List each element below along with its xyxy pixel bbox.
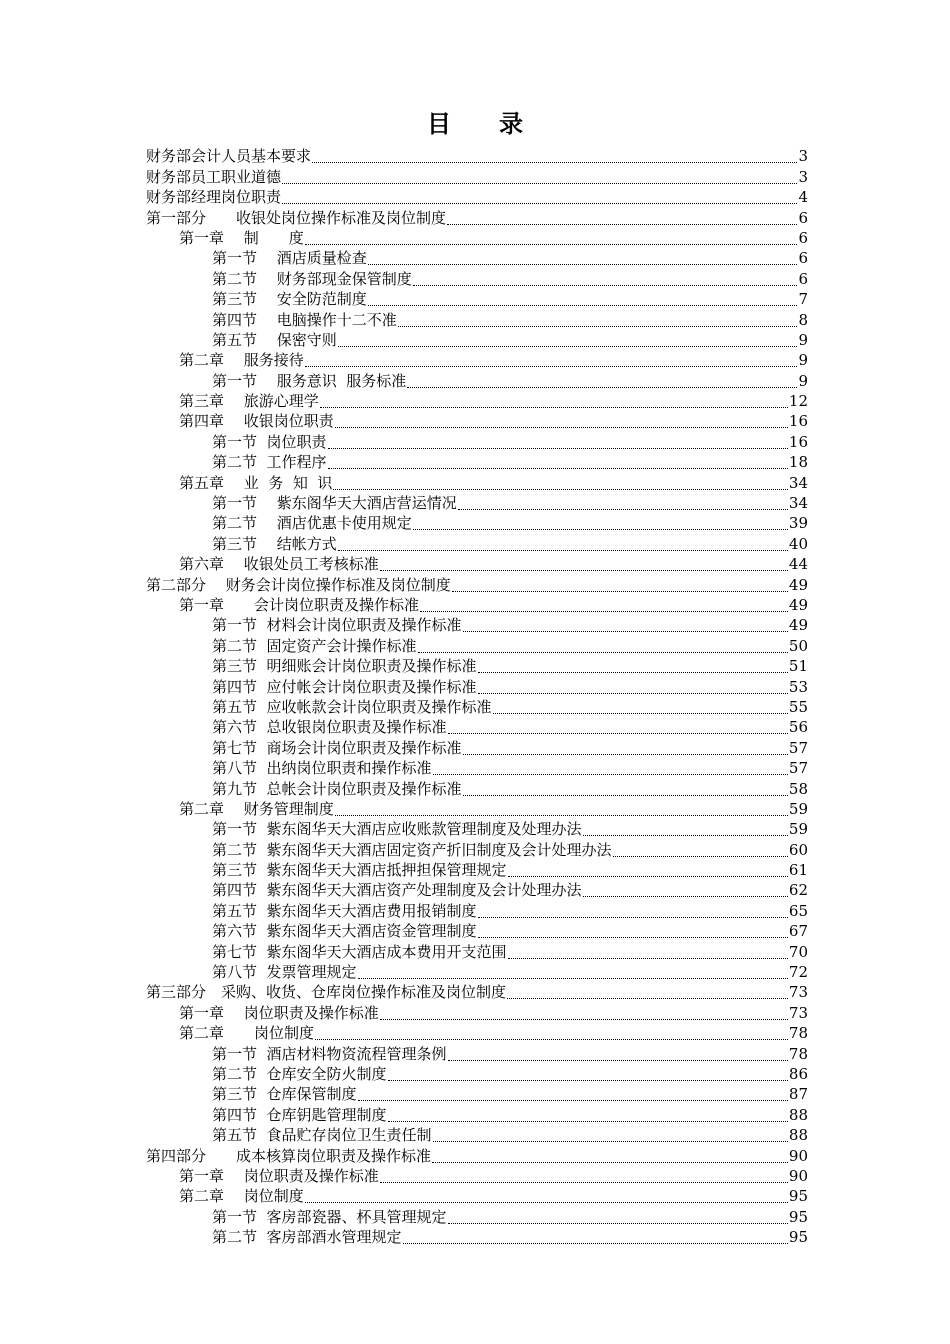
toc-entry-page-number: 78 <box>788 1044 808 1063</box>
dot-leader <box>508 942 788 959</box>
dot-leader <box>358 1084 788 1101</box>
dot-leader <box>418 636 788 653</box>
dot-leader <box>478 656 788 673</box>
toc-entry[interactable] <box>146 1145 808 1165</box>
dot-leader <box>463 615 788 632</box>
toc-entry[interactable] <box>146 737 808 757</box>
toc-entry-page-number: 8 <box>798 310 808 329</box>
toc-entry-page-number: 61 <box>788 861 808 880</box>
toc-entry-label: 第二章 财务管理制度 <box>179 799 334 818</box>
toc-entry[interactable] <box>146 391 808 411</box>
dot-leader <box>508 860 788 877</box>
dot-leader <box>493 697 788 714</box>
toc-entry-label: 第一节 服务意识 服务标准 <box>212 371 407 390</box>
toc-entry-page-number: 67 <box>788 922 808 941</box>
toc-entry-label: 第三章 旅游心理学 <box>179 392 319 411</box>
dot-leader <box>358 962 788 979</box>
toc-entry[interactable] <box>146 493 808 513</box>
dot-leader <box>478 921 788 938</box>
toc-entry-label: 第三节 明细账会计岗位职责及操作标准 <box>212 657 477 676</box>
toc-entry-page-number: 49 <box>788 595 808 614</box>
toc-entry-label: 财务部员工职业道德 <box>146 167 282 186</box>
toc-entry-page-number: 9 <box>798 330 808 349</box>
toc-entry-page-number: 4 <box>798 188 808 207</box>
dot-leader <box>335 411 788 428</box>
dot-leader <box>583 880 788 897</box>
toc-entry-page-number: 6 <box>798 249 808 268</box>
toc-entry[interactable] <box>146 452 808 472</box>
toc-entry[interactable] <box>146 513 808 533</box>
toc-entry[interactable] <box>146 472 808 492</box>
toc-entry-page-number: 34 <box>788 494 808 513</box>
toc-entry-page-number: 44 <box>788 555 808 574</box>
toc-entry[interactable] <box>146 207 808 227</box>
toc-entry-label: 第四章 收银岗位职责 <box>179 412 334 431</box>
dot-leader <box>368 248 798 265</box>
toc-entry[interactable] <box>146 228 808 248</box>
toc-entry-page-number: 56 <box>788 718 808 737</box>
toc-entry[interactable] <box>146 1186 808 1206</box>
toc-entry-page-number: 18 <box>788 453 808 472</box>
toc-entry-label: 第三节 结帐方式 <box>212 534 337 553</box>
toc-entry[interactable] <box>146 676 808 696</box>
table-of-contents <box>146 146 808 1247</box>
dot-leader <box>478 677 788 694</box>
toc-entry-page-number: 73 <box>788 983 808 1002</box>
toc-entry-page-number: 90 <box>788 1166 808 1185</box>
toc-entry[interactable] <box>146 1104 808 1124</box>
toc-entry-label: 第一章 制 度 <box>179 228 304 247</box>
dot-leader <box>458 493 788 510</box>
page-title: 目 录 <box>427 109 523 138</box>
dot-leader <box>338 330 798 347</box>
toc-entry[interactable] <box>146 431 808 451</box>
toc-entry-page-number: 62 <box>788 881 808 900</box>
dot-leader <box>338 534 788 551</box>
toc-entry-page-number: 72 <box>788 963 808 982</box>
toc-entry-label: 第一章 会计岗位职责及操作标准 <box>179 595 420 614</box>
dot-leader <box>282 167 797 184</box>
toc-entry-page-number: 65 <box>788 901 808 920</box>
toc-entry-label: 第五节 保密守则 <box>212 330 337 349</box>
toc-entry[interactable] <box>146 309 808 329</box>
toc-entry-label: 第五节 紫东阁华天大酒店费用报销制度 <box>212 901 477 920</box>
toc-entry-label: 第三节 安全防范制度 <box>212 290 367 309</box>
toc-entry-label: 第四节 应付帐会计岗位职责及操作标准 <box>212 677 477 696</box>
toc-entry-page-number: 55 <box>788 697 808 716</box>
toc-entry-page-number: 40 <box>788 534 808 553</box>
dot-leader <box>368 289 798 306</box>
toc-entry-page-number: 3 <box>798 147 808 166</box>
toc-entry-label: 第八节 出纳岗位职责和操作标准 <box>212 759 432 778</box>
dot-leader <box>583 819 788 836</box>
toc-entry-label: 第二节 酒店优惠卡使用规定 <box>212 514 412 533</box>
toc-entry-page-number: 34 <box>788 473 808 492</box>
toc-entry[interactable] <box>146 350 808 370</box>
dot-leader <box>463 738 788 755</box>
toc-entry-page-number: 59 <box>788 799 808 818</box>
toc-entry[interactable] <box>146 880 808 900</box>
toc-entry[interactable] <box>146 370 808 390</box>
dot-leader <box>413 269 798 286</box>
dot-leader <box>448 717 788 734</box>
toc-entry-label: 第二部分 财务会计岗位操作标准及岗位制度 <box>146 575 451 594</box>
toc-entry-label: 第六章 收银处员工考核标准 <box>179 555 379 574</box>
toc-entry[interactable] <box>146 839 808 859</box>
toc-entry-label: 第九节 总帐会计岗位职责及操作标准 <box>212 779 462 798</box>
toc-entry[interactable] <box>146 921 808 941</box>
dot-leader <box>433 1125 788 1142</box>
toc-entry[interactable] <box>146 1166 808 1186</box>
toc-entry[interactable] <box>146 1064 808 1084</box>
toc-entry[interactable] <box>146 778 808 798</box>
dot-leader <box>388 1064 788 1081</box>
dot-leader <box>433 758 788 775</box>
toc-entry-page-number: 88 <box>788 1126 808 1145</box>
toc-entry-label: 第一节 酒店质量检查 <box>212 249 367 268</box>
toc-entry-label: 第一节 紫东阁华天大酒店应收账款管理制度及处理办法 <box>212 820 582 839</box>
toc-entry[interactable] <box>146 1002 808 1022</box>
toc-entry-page-number: 39 <box>788 514 808 533</box>
toc-entry[interactable] <box>146 533 808 553</box>
toc-entry[interactable] <box>146 1125 808 1145</box>
toc-entry-label: 第二节 客房部酒水管理规定 <box>212 1228 402 1247</box>
toc-entry-page-number: 6 <box>798 228 808 247</box>
toc-entry-label: 第一部分 收银处岗位操作标准及岗位制度 <box>146 208 447 227</box>
toc-entry[interactable] <box>146 330 808 350</box>
toc-entry[interactable] <box>146 166 808 186</box>
toc-entry-page-number: 95 <box>788 1228 808 1247</box>
dot-leader <box>328 452 788 469</box>
dot-leader <box>432 1146 788 1163</box>
dot-leader <box>452 575 788 592</box>
toc-entry-label: 第二节 仓库安全防火制度 <box>212 1064 387 1083</box>
toc-entry-label: 第二节 固定资产会计操作标准 <box>212 636 417 655</box>
toc-entry[interactable] <box>146 962 808 982</box>
toc-entry-label: 第五章 业 务 知 识 <box>179 473 333 492</box>
toc-entry-label: 第二节 紫东阁华天大酒店固定资产折旧制度及会计处理办法 <box>212 840 612 859</box>
dot-leader <box>507 982 788 999</box>
dot-leader <box>333 473 788 490</box>
toc-entry[interactable] <box>146 860 808 880</box>
toc-entry[interactable] <box>146 554 808 574</box>
dot-leader <box>380 554 788 571</box>
toc-entry-page-number: 6 <box>798 269 808 288</box>
toc-entry-label: 第三部分 采购、收货、仓库岗位操作标准及岗位制度 <box>146 983 507 1002</box>
dot-leader <box>312 146 797 163</box>
toc-entry-page-number: 57 <box>788 759 808 778</box>
toc-entry-page-number: 16 <box>788 432 808 451</box>
dot-leader <box>448 1207 788 1224</box>
toc-entry-page-number: 90 <box>788 1146 808 1165</box>
toc-entry-label: 第二节 工作程序 <box>212 453 327 472</box>
toc-entry-page-number: 50 <box>788 636 808 655</box>
toc-entry-page-number: 49 <box>788 575 808 594</box>
toc-entry[interactable] <box>146 900 808 920</box>
toc-entry-label: 第八节 发票管理规定 <box>212 963 357 982</box>
toc-entry[interactable] <box>146 615 808 635</box>
dot-leader <box>398 310 798 327</box>
dot-leader <box>335 799 788 816</box>
toc-entry[interactable] <box>146 656 808 676</box>
dot-leader <box>320 391 788 408</box>
toc-entry[interactable] <box>146 1227 808 1247</box>
toc-entry-page-number: 88 <box>788 1105 808 1124</box>
toc-entry[interactable] <box>146 635 808 655</box>
dot-leader <box>305 228 798 245</box>
toc-entry-label: 第二节 财务部现金保管制度 <box>212 269 412 288</box>
toc-entry[interactable] <box>146 595 808 615</box>
toc-entry-page-number: 7 <box>798 290 808 309</box>
dot-leader <box>403 1227 788 1244</box>
toc-entry[interactable] <box>146 289 808 309</box>
toc-entry[interactable] <box>146 411 808 431</box>
toc-entry[interactable] <box>146 1084 808 1104</box>
toc-entry-label: 第一节 酒店材料物资流程管理条例 <box>212 1044 447 1063</box>
toc-entry-label: 第三节 仓库保管制度 <box>212 1085 357 1104</box>
toc-entry-label: 财务部会计人员基本要求 <box>146 147 312 166</box>
toc-entry-label: 第七节 商场会计岗位职责及操作标准 <box>212 738 462 757</box>
dot-leader <box>463 779 788 796</box>
toc-entry-label: 第一节 紫东阁华天大酒店营运情况 <box>212 494 457 513</box>
toc-entry-label: 第四节 电脑操作十二不准 <box>212 310 397 329</box>
toc-entry-page-number: 73 <box>788 1003 808 1022</box>
dot-leader <box>305 1186 788 1203</box>
toc-entry-label: 第一章 岗位职责及操作标准 <box>179 1166 379 1185</box>
dot-leader <box>282 187 797 204</box>
toc-entry-label: 第一节 客房部瓷器、杯具管理规定 <box>212 1207 447 1226</box>
toc-entry-page-number: 58 <box>788 779 808 798</box>
dot-leader <box>420 595 788 612</box>
toc-entry-page-number: 49 <box>788 616 808 635</box>
toc-entry[interactable] <box>146 1206 808 1226</box>
toc-entry-label: 第七节 紫东阁华天大酒店成本费用开支范围 <box>212 942 507 961</box>
toc-entry[interactable] <box>146 248 808 268</box>
toc-entry-page-number: 51 <box>788 657 808 676</box>
toc-entry[interactable] <box>146 941 808 961</box>
toc-entry-label: 第二章 岗位制度 <box>179 1024 315 1043</box>
toc-entry-page-number: 9 <box>798 351 808 370</box>
toc-entry[interactable] <box>146 758 808 778</box>
toc-entry-label: 第二章 岗位制度 <box>179 1187 304 1206</box>
toc-entry-page-number: 86 <box>788 1064 808 1083</box>
toc-entry-page-number: 53 <box>788 677 808 696</box>
toc-entry-page-number: 87 <box>788 1085 808 1104</box>
toc-entry-label: 第三节 紫东阁华天大酒店抵押担保管理规定 <box>212 861 507 880</box>
dot-leader <box>413 513 788 530</box>
toc-entry-label: 第六节 紫东阁华天大酒店资金管理制度 <box>212 922 477 941</box>
toc-entry[interactable] <box>146 146 808 166</box>
dot-leader <box>380 1166 788 1183</box>
toc-entry[interactable] <box>146 187 808 207</box>
toc-entry-label: 第五节 食品贮存岗位卫生责任制 <box>212 1126 432 1145</box>
toc-entry-page-number: 70 <box>788 942 808 961</box>
toc-entry[interactable] <box>146 799 808 819</box>
toc-entry-label: 第四节 紫东阁华天大酒店资产处理制度及会计处理办法 <box>212 881 582 900</box>
dot-leader <box>613 840 788 857</box>
toc-entry-page-number: 57 <box>788 738 808 757</box>
toc-entry-label: 财务部经理岗位职责 <box>146 188 282 207</box>
toc-entry-page-number: 3 <box>798 167 808 186</box>
toc-entry-label: 第二章 服务接待 <box>179 351 304 370</box>
toc-entry-label: 第一节 材料会计岗位职责及操作标准 <box>212 616 462 635</box>
toc-entry-label: 第四部分 成本核算岗位职责及操作标准 <box>146 1146 432 1165</box>
toc-entry[interactable] <box>146 717 808 737</box>
toc-entry-page-number: 12 <box>788 392 808 411</box>
toc-entry-label: 第五节 应收帐款会计岗位职责及操作标准 <box>212 697 492 716</box>
toc-entry-page-number: 95 <box>788 1207 808 1226</box>
toc-entry[interactable] <box>146 1023 808 1043</box>
toc-entry-label: 第一节 岗位职责 <box>212 432 327 451</box>
toc-entry-page-number: 95 <box>788 1187 808 1206</box>
toc-entry[interactable] <box>146 1043 808 1063</box>
dot-leader <box>380 1003 788 1020</box>
toc-entry[interactable] <box>146 268 808 288</box>
dot-leader <box>305 350 798 367</box>
toc-entry-label: 第一章 岗位职责及操作标准 <box>179 1003 379 1022</box>
dot-leader <box>388 1105 788 1122</box>
toc-entry[interactable] <box>146 982 808 1002</box>
toc-entry-page-number: 16 <box>788 412 808 431</box>
toc-entry-page-number: 78 <box>788 1024 808 1043</box>
toc-entry-label: 第六节 总收银岗位职责及操作标准 <box>212 718 447 737</box>
toc-entry-label: 第四节 仓库钥匙管理制度 <box>212 1105 387 1124</box>
dot-leader <box>328 432 788 449</box>
dot-leader <box>448 1044 788 1061</box>
toc-entry[interactable] <box>146 819 808 839</box>
toc-entry[interactable] <box>146 697 808 717</box>
dot-leader <box>447 208 797 225</box>
dot-leader <box>478 901 788 918</box>
toc-entry[interactable] <box>146 574 808 594</box>
toc-entry-page-number: 6 <box>798 208 808 227</box>
dot-leader <box>407 371 797 388</box>
dot-leader <box>315 1023 788 1040</box>
toc-entry-page-number: 59 <box>788 820 808 839</box>
toc-entry-page-number: 9 <box>798 371 808 390</box>
toc-entry-page-number: 60 <box>788 840 808 859</box>
